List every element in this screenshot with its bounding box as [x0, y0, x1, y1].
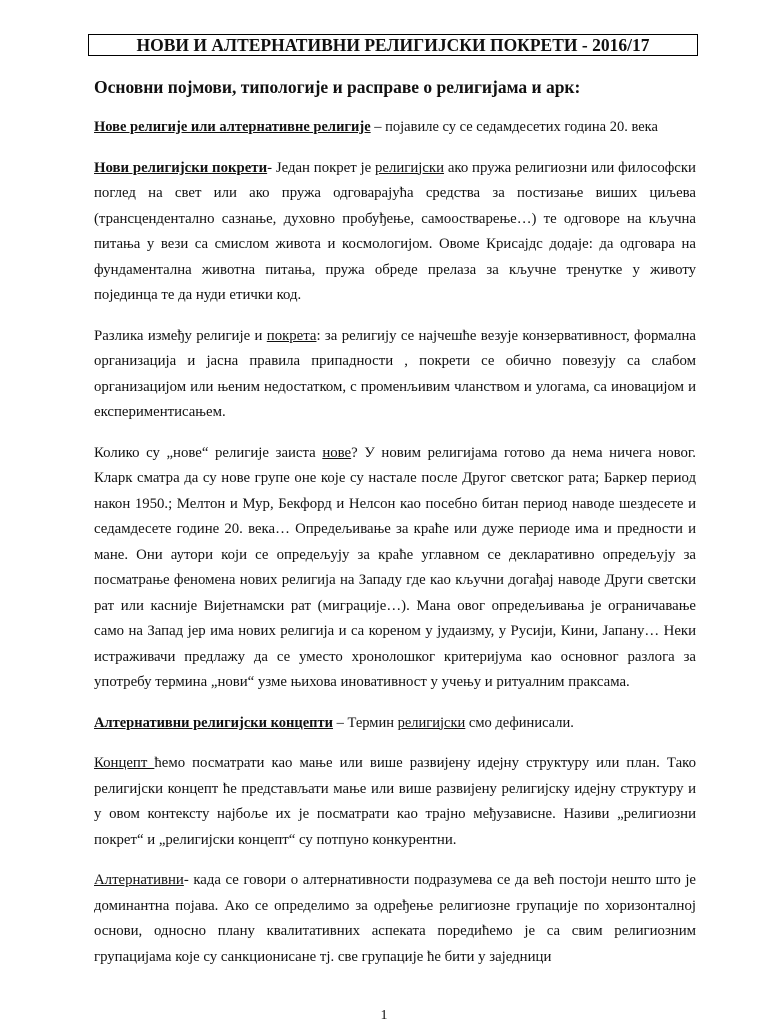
paragraph-text: : за религију се најчешће везује конзервативност, формална организација и јасна правила припадности , покрети се обично повезују са слабом организацијом или њеним недостатком, с променљивим чланством и улогама, са иновацијом и експериментисањем. [94, 327, 696, 420]
paragraph-alternative [94, 868, 696, 970]
term-new-religions: Нове религије или алтернативне религије [94, 119, 371, 135]
paragraph-text: – појавиле су се седамдесетих година 20. века [370, 119, 658, 135]
paragraph-alternative-concepts [94, 711, 696, 737]
paragraph-concept [94, 751, 696, 853]
underlined-word: религијски [374, 159, 445, 176]
paragraph-text: - када се говори о алтернативности подразумева се да већ постоји нешто што је доминантна појава. Ако се определимо за одређење религиозне групације по хоризонталној основи, односно плану квалитативних аспеката поредићемо је са свим религиозним групацијама које су санкционисане тј. све групације ће бити у заједници [94, 872, 696, 965]
term-alternative: Алтернативни [94, 872, 184, 888]
underlined-word: религијски [397, 714, 466, 731]
term-concept: Концепт [94, 755, 155, 771]
paragraph-text: Колико су „нове“ религије заиста [94, 444, 323, 461]
paragraph-how-new [94, 441, 696, 696]
paragraph-text: - Један покрет је [267, 159, 375, 176]
paragraph-new-religious-movements [94, 156, 696, 309]
paragraph-religion-vs-movement [94, 324, 696, 426]
underlined-word: покрета [266, 327, 317, 344]
paragraph-text: ? У новим религијама готово да нема ничега новог. Кларк сматра да су нове групе оне које су настале после Другог светског рата; Баркер период након 1950.; Мелтон и Мур, Бекфорд и Нелсон као посебно битан период наводе шездесете и седамдесете године 20. века… Опредељивање за краће или дуже периоде има и предности и мане. Они аутори који се опредељују за краће углавном се декларативно опредељују за посматрање феномена нових религија на Западу где као кључни догађај наводе Други светски рат или касније Вијетнамски рат (миграције…). Мана овог опредељивања је ограничавање само на Запад јер има нових религија и са кореном у јудаизму, у Русији, Кини, Јапану… Неки истраживачи предлажу да се уместо хронолошког критеријума као основног разлога за употребу термина „нови“ узме њихова иновативност у учењу и ритуалним праксама. [94, 444, 696, 690]
section-heading: Основни појмови, типологије и расправе о религијама и арк: [94, 77, 581, 97]
paragraph-new-religions [94, 115, 696, 141]
document-body [94, 115, 696, 985]
term-new-religious-movements: Нови религијски покрети [94, 159, 268, 176]
paragraph-text: ћемо посматрати као мање или више развијену идејну структуру или план. Тако религијски концепт ће представљати мање или више развијену религијску идејну структуру и у овом контексту најбоље их је посматрати као трајно међузависне. Називи „религиозни покрет“ и „религијски концепт“ су потпуно конкурентни. [94, 755, 696, 848]
paragraph-text: – Термин [333, 714, 398, 731]
paragraph-text: Разлика између религије и [94, 327, 267, 344]
document-title: НОВИ И АЛТЕРНАТИВНИ РЕЛИГИЈСКИ ПОКРЕТИ - 2016/17 [88, 34, 698, 56]
paragraph-text: смо дефинисали. [465, 714, 574, 731]
underlined-word: нове [322, 444, 352, 461]
page-number: 1 [380, 1008, 388, 1023]
paragraph-text: ако пружа религиозни или философски поглед на свет или ако пружа одговарајућа средства за постизање виших циљева (трансцендентално сазнање, духовно пробуђење, самоостварење…) те одговоре на кључна питања у вези са смислом живота и космологијом. Овоме Крисајдс додаје: да одговара на фундаментална животна питања, пружа обреде прелаза за кључне тренутке у животу појединца те да нуди етички код. [94, 159, 696, 303]
term-alternative-concepts: Алтернативни религијски концепти [94, 714, 334, 731]
